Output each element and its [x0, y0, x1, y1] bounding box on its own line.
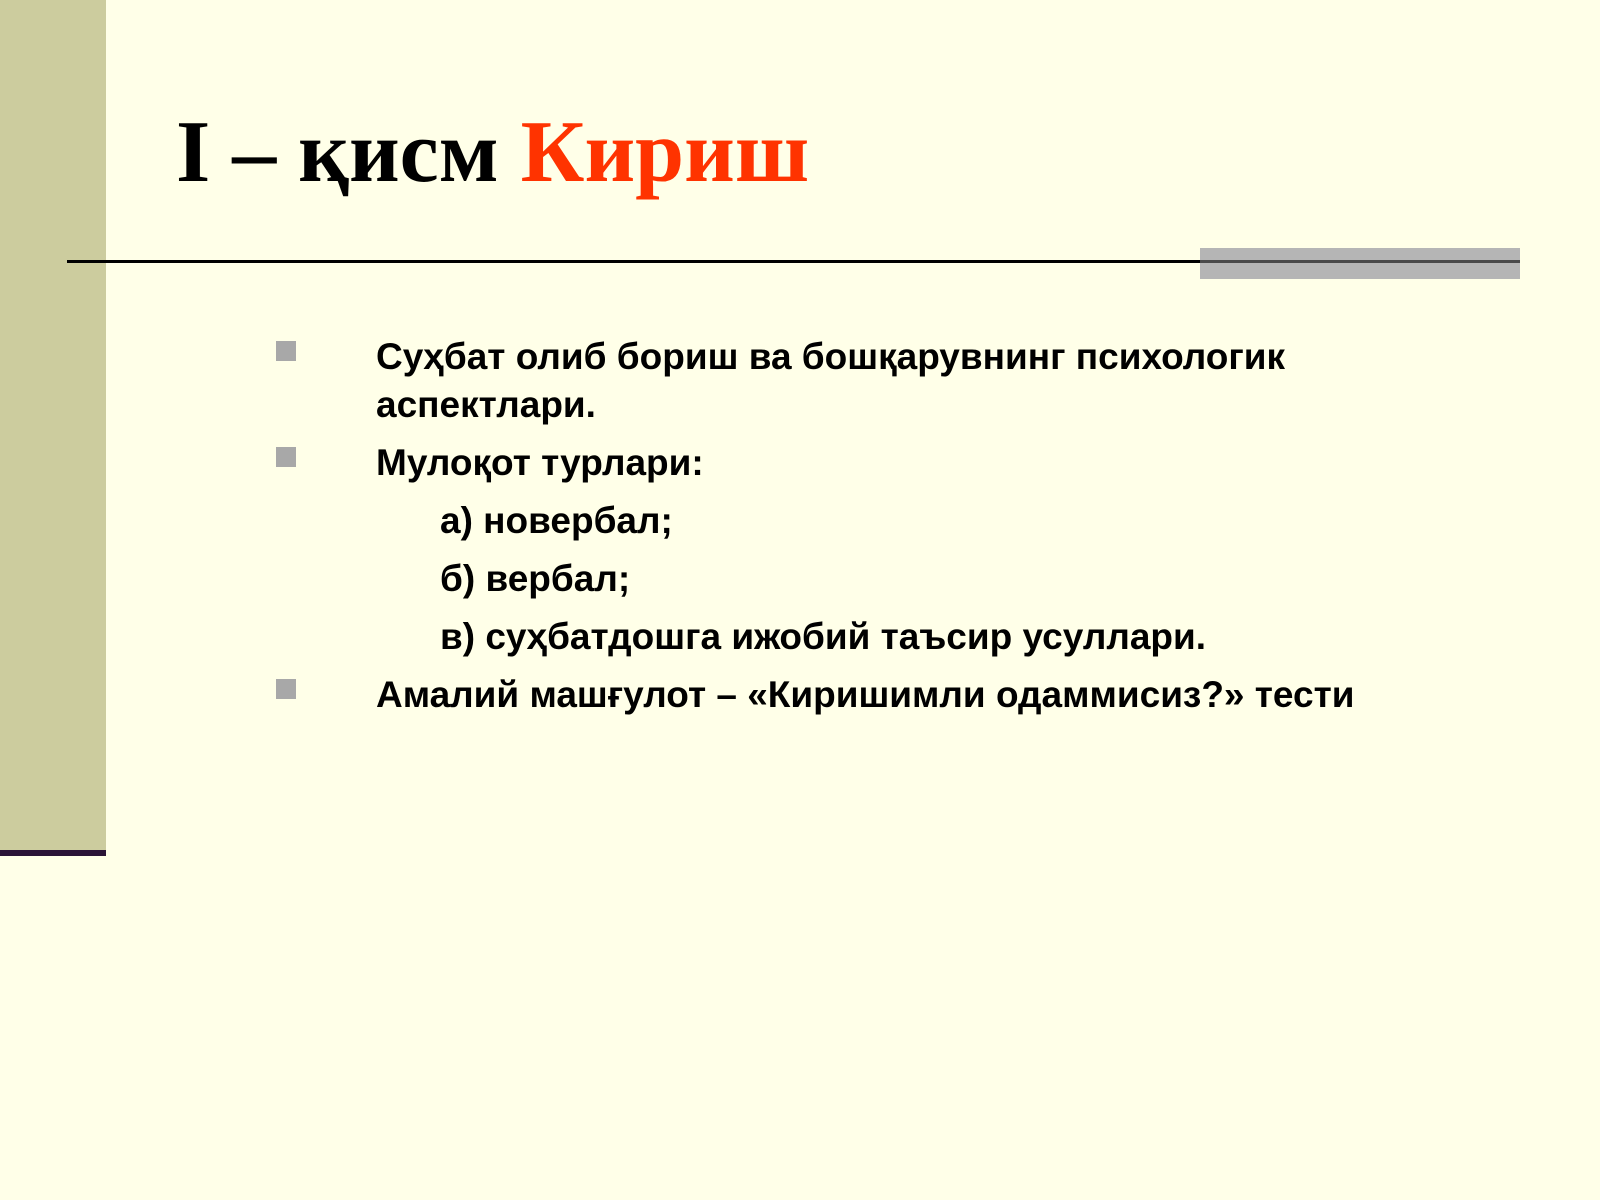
bullet-marker-icon	[276, 447, 296, 467]
divider-accent-block	[1200, 248, 1520, 279]
list-item-1-line-1: Суҳбат олиб бориш ва бошқарувнинг психологик	[376, 336, 1286, 377]
list-item-1-line-2: аспектлари.	[376, 384, 596, 425]
title-prefix: I – қисм	[176, 104, 521, 201]
bullet-marker-icon	[276, 341, 296, 361]
bullet-marker-icon	[276, 679, 296, 699]
title-highlight: Кириш	[520, 104, 810, 201]
slide-title	[176, 100, 809, 206]
side-accent-bar	[0, 0, 106, 850]
divider-line-over-block	[1200, 260, 1520, 263]
list-item-2: Мулоқот турлари:	[376, 442, 704, 483]
sub-item-c: в) суҳбатдошга ижобий таъсир усуллари.	[440, 616, 1207, 657]
list-item-3: Амалий машғулот – «Киришимли одаммисиз?» тести	[376, 674, 1355, 715]
side-accent-rule	[0, 850, 106, 856]
sub-item-a: а) новербал;	[440, 500, 673, 541]
sub-item-b: б) вербал;	[440, 558, 631, 599]
